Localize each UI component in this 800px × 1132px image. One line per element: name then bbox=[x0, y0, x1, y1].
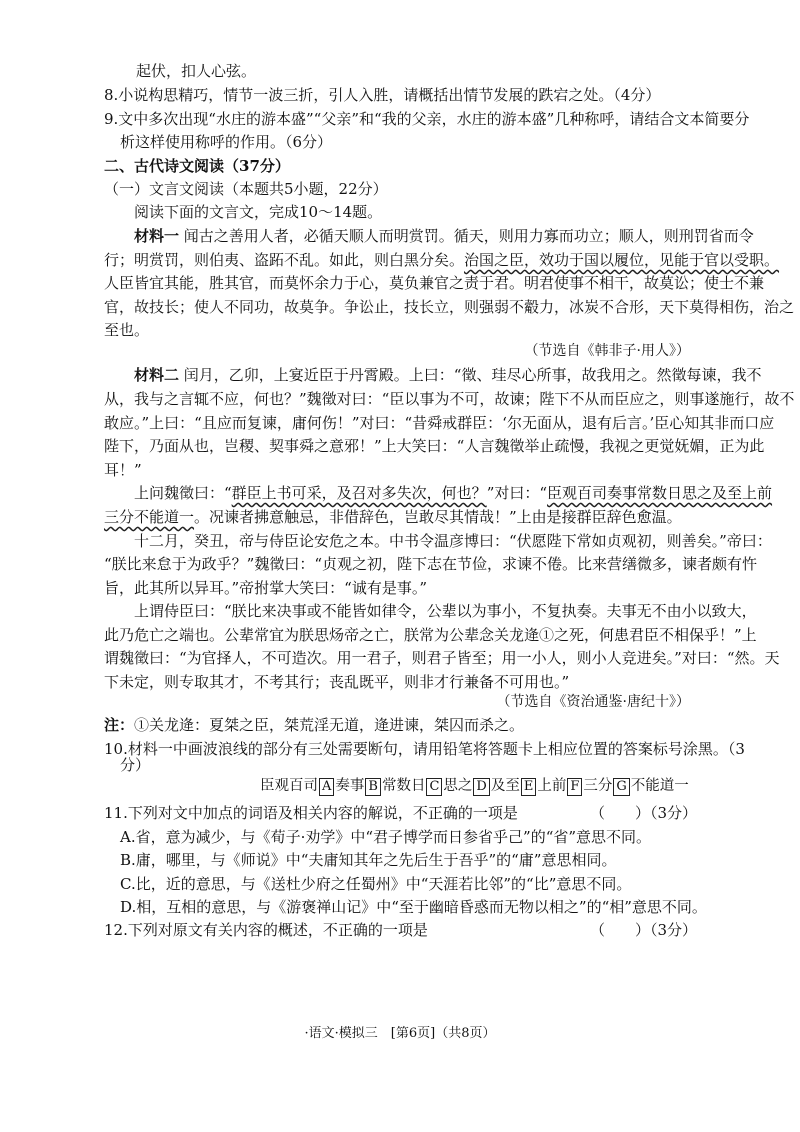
question-11-answer-paren: （ ）（3分） bbox=[590, 804, 698, 822]
segment-text: 奏事 bbox=[335, 778, 365, 794]
segment-text: 三分 bbox=[583, 778, 613, 794]
answer-box-c[interactable]: C bbox=[426, 778, 442, 796]
answer-box-a[interactable]: A bbox=[319, 778, 334, 796]
material-1-text: 闻古之善用人者，必循天顺人而明赏罚。循天，则用力寡而功立；顺人，则刑罚省而令 bbox=[183, 227, 754, 245]
answer-box-d[interactable]: D bbox=[473, 778, 489, 796]
segment-text: 思之 bbox=[443, 778, 473, 794]
answer-box-e[interactable]: E bbox=[521, 778, 537, 796]
material-2-text: 。况谏者拂意触忌，非借辞色，岂敢尽其情哉！”上由是接群臣辞色愈温。 bbox=[194, 508, 682, 526]
option-d: D.相，互相的意思，与《游褒禅山记》中“至于幽暗昏惑而无物以相之”的“相”意思不同。 bbox=[120, 898, 707, 916]
segment-text: 常数日 bbox=[381, 778, 426, 794]
material-1-line1 bbox=[134, 225, 754, 247]
material-2-source: （节选自《资治通鉴·唐纪十》） bbox=[496, 694, 690, 710]
material-1-text: 行；明赏罚，则伯夷、盗跖不乱。如此，则白黑分矣。 bbox=[104, 251, 465, 269]
wavy-underlined-text: 三分不能道一 bbox=[104, 508, 195, 526]
material-2-line: 下未定，则专取其才，不考其行；丧乱既平，则非才行兼备不可用也。” bbox=[104, 673, 570, 691]
answer-box-b[interactable]: B bbox=[365, 778, 381, 796]
question-9-line2: 析这样使用称呼的作用。（6分） bbox=[120, 133, 333, 151]
material-2-line bbox=[134, 482, 772, 504]
material-2-text: 上问魏徵曰：“ bbox=[134, 484, 232, 502]
material-2-line: 陛下，乃面从也，岂稷、契事舜之意邪！”上大笑曰：“人言魏徵举止疏慢，我视之更觉妩媚，正为此 bbox=[104, 437, 765, 455]
answer-box-g[interactable]: G bbox=[613, 778, 629, 796]
segment-text: 臣观百司 bbox=[260, 778, 318, 794]
instruction: 阅读下面的文言文，完成10～14题。 bbox=[134, 203, 383, 221]
footnote bbox=[104, 714, 524, 736]
question-11-stem: 11.下列对文中加点的词语及相关内容的解说，不正确的一项是 bbox=[104, 804, 518, 822]
option-b: B.庸，哪里，与《师说》中“夫庸知其年之先后生于吾乎”的“庸”意思相同。 bbox=[120, 851, 617, 869]
question-10-line1: 10.材料一中画波浪线的部分有三处需要断句，请用铅笔将答题卡上相应位置的答案标号涂黑。（3 bbox=[104, 740, 745, 758]
segment-text: 不能道一 bbox=[630, 778, 689, 794]
option-c: C.比，近的意思，与《送杜少府之任蜀州》中“天涯若比邻”的“比”意思不同。 bbox=[120, 875, 632, 893]
material-2-text: 闰月，乙卯，上宴近臣于丹霄殿。上曰：“徵、珪尽心所事，故我用之。然徵每谏，我不 bbox=[183, 366, 762, 384]
section-heading: 二、古代诗文阅读（37分） bbox=[104, 157, 290, 175]
material-1-line2 bbox=[104, 249, 779, 271]
material-2-line: 旨，此其所以异耳。”帝拊掌大笑曰：“诚有是事。” bbox=[104, 579, 428, 597]
material-2-line1 bbox=[134, 364, 761, 386]
footnote-label: 注： bbox=[104, 716, 135, 734]
segment-text: 及至 bbox=[490, 778, 520, 794]
option-a: A.省，意为减少，与《荀子·劝学》中“君子博学而日参省乎己”的“省”意思不同。 bbox=[120, 828, 652, 846]
material-1-source: （节选自《韩非子·用人》） bbox=[524, 343, 690, 359]
wavy-underlined-text: 臣观百司奏事常数日思之及至上前 bbox=[547, 484, 773, 502]
material-2-line: 耳！” bbox=[104, 461, 142, 479]
material-1-line4: 官，故技长；使人不同功，故莫争。争讼止，技长立，则强弱不觳力，冰炭不合形，天下莫得相伤，治之 bbox=[104, 298, 795, 316]
material-2-line: 敢应。”上曰：“且应而复谏，庸何伤！”对曰：“昔舜戒群臣：‘尔无面从，退有后言。’臣心知其非而口应 bbox=[104, 414, 775, 432]
material-1-label: 材料一 bbox=[134, 227, 180, 245]
material-2-line: 从，我与之言辄不应，何也？”魏徵对曰：“臣以事为不可，故谏；陛下不从而臣应之，则事遂施行，故不 bbox=[104, 390, 795, 408]
material-1-line5: 至也。 bbox=[104, 321, 150, 339]
subsection-heading: （一）文言文阅读（本题共5小题，22分） bbox=[104, 180, 388, 198]
segment-text: 上前 bbox=[537, 778, 567, 794]
answer-box-f[interactable]: F bbox=[567, 778, 582, 796]
wavy-underlined-text: 群臣上书可采，及召对多失次，何也？ bbox=[231, 484, 487, 502]
question-10-line2: 分） bbox=[120, 756, 151, 774]
material-2-line: 十二月，癸丑，帝与侍臣论安危之本。中书令温彦博曰：“伏愿陛下常如贞观初，则善矣。”帝曰： bbox=[134, 532, 772, 550]
material-2-line: 上谓侍臣曰：“朕比来决事或不能皆如律令，公辈以为事小，不复执奏。夫事无不由小以致大， bbox=[134, 602, 757, 620]
question-12-stem: 12.下列对原文有关内容的概述，不正确的一项是 bbox=[104, 921, 428, 939]
text-line: 起伏，扣人心弦。 bbox=[136, 62, 257, 80]
material-2-label: 材料二 bbox=[134, 366, 180, 384]
material-2-line: 此乃危亡之端也。公辈常宜为朕思炀帝之亡，朕常为公辈念关龙逄①之死，何患君臣不相保乎！”上 bbox=[104, 626, 757, 644]
material-2-text: ”对曰：“ bbox=[486, 484, 548, 502]
material-2-line: 谓魏徵曰：“为官择人，不可造次。用一君子，则君子皆至；用一小人，则小人竞进矣。”对曰：“然。天 bbox=[104, 649, 780, 667]
question-8: 8.小说构思精巧，情节一波三折，引人入胜，请概括出情节发展的跌宕之处。（4分） bbox=[104, 86, 661, 104]
answer-box-row bbox=[260, 775, 689, 797]
material-2-line bbox=[104, 506, 682, 528]
material-2-line: “朕比来怠于为政乎？”魏徵曰：“贞观之初，陛下志在节俭，求谏不倦。比来营缮微多，谏者颇有忤 bbox=[104, 555, 758, 573]
question-9-line1: 9.文中多次出现“水庄的游本盛”“父亲”和“我的父亲，水庄的游本盛”几种称呼，请结合文本简要分 bbox=[104, 110, 750, 128]
wavy-underlined-text: 治国之臣，效功于国以履位，见能于官以受职。 bbox=[464, 251, 780, 269]
footnote-text: ①关龙逄：夏桀之臣，桀荒淫无道，逄进谏，桀囚而杀之。 bbox=[134, 716, 525, 734]
page-footer: ·语文·模拟三 [第6页]（共8页） bbox=[304, 1026, 496, 1041]
material-1-line3: 人臣皆宜其能，胜其官，而莫怀余力于心，莫负兼官之责于君。明君使事不相干，故莫讼；使士不兼 bbox=[104, 274, 765, 292]
question-12-answer-paren: （ ）（3分） bbox=[590, 921, 698, 939]
